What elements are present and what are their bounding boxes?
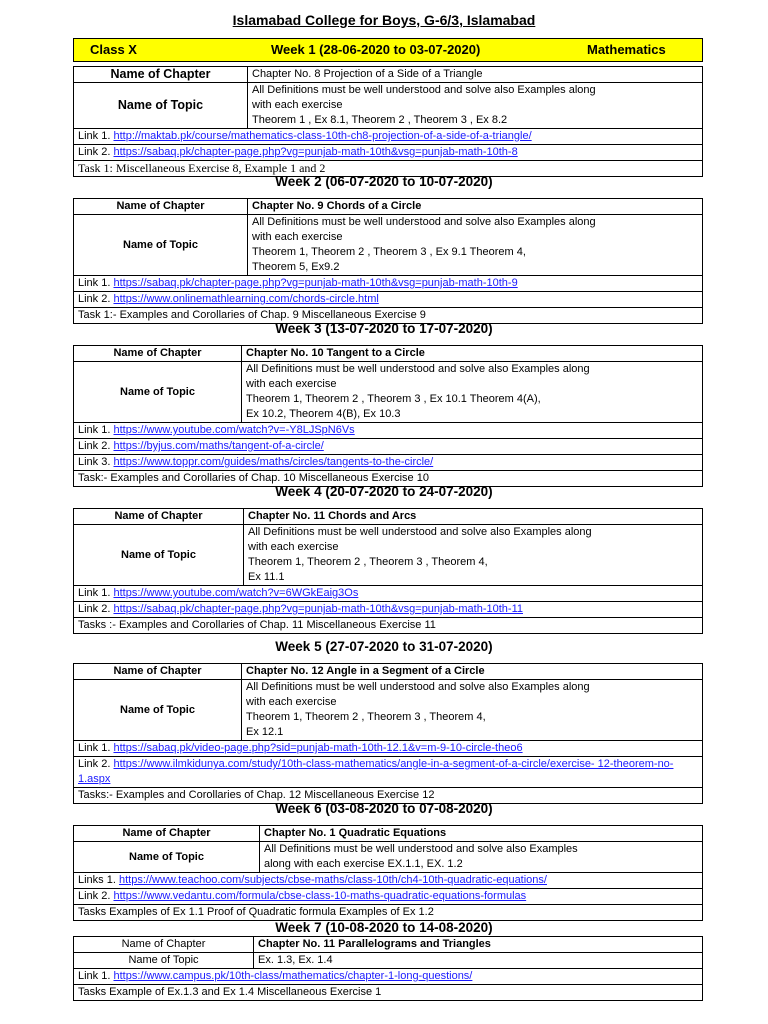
week-6-table xyxy=(73,825,703,921)
task-row: Tasks Examples of Ex 1.1 Proof of Quadratic formula Examples of Ex 1.2 xyxy=(74,905,703,921)
topic-text: Ex. 1.3, Ex. 1.4 xyxy=(254,953,703,969)
link-1[interactable]: https://www.campus.pk/10th-class/mathematics/chapter-1-long-questions/ xyxy=(113,970,473,982)
link-row: Link 2. https://www.ilmkidunya.com/study/10th-class-mathematics/angle-in-a-segment-of-a-circle/exercise- 12-theorem-no-1.aspx xyxy=(74,757,703,788)
chapter-name: Chapter No. 11 Chords and Arcs xyxy=(244,509,703,525)
link-row: Link 1. https://sabaq.pk/chapter-page.php?vg=punjab-math-10th&vsg=punjab-math-10th-9 xyxy=(74,276,703,292)
week-1-heading: Week 1 (28-06-2020 to 03-07-2020) xyxy=(271,42,481,57)
link-row: Link 2. https://www.vedantu.com/formula/cbse-class-10-maths-quadratic-equations-formulas xyxy=(74,889,703,905)
chapter-name: Chapter No. 11 Parallelograms and Triangles xyxy=(254,937,703,953)
link-row: Link 3. https://www.toppr.com/guides/maths/circles/tangents-to-the-circle/ xyxy=(74,455,703,471)
chapter-label: Name of Chapter xyxy=(74,509,244,525)
link-row: Link 1. https://www.youtube.com/watch?v=6WGkEaig3Os xyxy=(74,586,703,602)
link-1[interactable]: https://www.teachoo.com/subjects/cbse-maths/class-10th/ch4-10th-quadratic-equations/ xyxy=(118,874,547,886)
link-1[interactable]: http://maktab.pk/course/mathematics-class-10th-ch8-projection-of-a-side-of-a-triangle/ xyxy=(113,130,532,142)
link-2[interactable]: https://www.ilmkidunya.com/study/10th-class-mathematics/angle-in-a-segment-of-a-circle/exercise- 12-theorem-no-1.aspx xyxy=(78,758,674,785)
topic-label: Name of Topic xyxy=(74,215,248,276)
link-1[interactable]: https://www.youtube.com/watch?v=-Y8LJSpN6Vs xyxy=(113,424,355,436)
link-row: Links 1. https://www.teachoo.com/subjects/cbse-maths/class-10th/ch4-10th-quadratic-equations/ xyxy=(74,873,703,889)
class-week-header xyxy=(73,38,703,62)
link-row: Link 2. https://www.onlinemathlearning.com/chords-circle.html xyxy=(74,292,703,308)
chapter-label: Name of Chapter xyxy=(74,67,248,83)
topic-text: All Definitions must be well understood and solve also Examples along with each exercise Theorem 1, Theorem 2 , Theorem 3 , Theorem 4, Ex 11.1 xyxy=(244,525,703,586)
week-6-heading: Week 6 (03-08-2020 to 07-08-2020) xyxy=(275,801,493,816)
link-1[interactable]: https://sabaq.pk/video-page.php?sid=punjab-math-10th-12.1&v=m-9-10-circle-theo6 xyxy=(113,742,523,754)
link-3[interactable]: https://www.toppr.com/guides/maths/circles/tangents-to-the-circle/ xyxy=(113,456,434,468)
task-row: Tasks :- Examples and Corollaries of Chap. 11 Miscellaneous Exercise 11 xyxy=(74,618,703,634)
topic-label: Name of Topic xyxy=(74,525,244,586)
link-1[interactable]: https://sabaq.pk/chapter-page.php?vg=punjab-math-10th&vsg=punjab-math-10th-9 xyxy=(113,277,518,289)
week-5-table xyxy=(73,663,703,804)
link-row: Link 2. https://sabaq.pk/chapter-page.php?vg=punjab-math-10th&vsg=punjab-math-10th-8 xyxy=(74,145,703,161)
week-3-table xyxy=(73,345,703,487)
week-5-heading: Week 5 (27-07-2020 to 31-07-2020) xyxy=(275,639,493,654)
link-2[interactable]: https://sabaq.pk/chapter-page.php?vg=punjab-math-10th&vsg=punjab-math-10th-11 xyxy=(113,603,523,615)
week-7-heading: Week 7 (10-08-2020 to 14-08-2020) xyxy=(275,920,493,935)
chapter-label: Name of Chapter xyxy=(74,199,248,215)
week-1-table xyxy=(73,66,703,177)
chapter-name: Chapter No. 9 Chords of a Circle xyxy=(248,199,703,215)
school-title: Islamabad College for Boys, G-6/3, Islamabad xyxy=(232,12,536,28)
task-row: Task 1:- Examples and Corollaries of Chap. 9 Miscellaneous Exercise 9 xyxy=(74,308,703,324)
link-row: Link 1. https://sabaq.pk/video-page.php?sid=punjab-math-10th-12.1&v=m-9-10-circle-theo6 xyxy=(74,741,703,757)
task-row: Tasks Example of Ex.1.3 and Ex 1.4 Miscellaneous Exercise 1 xyxy=(74,985,703,1001)
task-row: Tasks:- Examples and Corollaries of Chap. 12 Miscellaneous Exercise 12 xyxy=(74,788,703,804)
link-2[interactable]: https://sabaq.pk/chapter-page.php?vg=punjab-math-10th&vsg=punjab-math-10th-8 xyxy=(113,146,518,158)
chapter-name: Chapter No. 8 Projection of a Side of a Triangle xyxy=(248,67,703,83)
week-2-heading: Week 2 (06-07-2020 to 10-07-2020) xyxy=(275,174,493,189)
chapter-label: Name of Chapter xyxy=(74,826,260,842)
link-row: Link 1. http://maktab.pk/course/mathematics-class-10th-ch8-projection-of-a-side-of-a-triangle/ xyxy=(74,129,703,145)
link-1[interactable]: https://www.youtube.com/watch?v=6WGkEaig3Os xyxy=(113,587,359,599)
topic-label: Name of Topic xyxy=(74,362,242,423)
link-row: Link 2. https://sabaq.pk/chapter-page.php?vg=punjab-math-10th&vsg=punjab-math-10th-11 xyxy=(74,602,703,618)
link-2[interactable]: https://www.vedantu.com/formula/cbse-class-10-maths-quadratic-equations-formulas xyxy=(113,890,527,902)
topic-label: Name of Topic xyxy=(74,680,242,741)
chapter-name: Chapter No. 1 Quadratic Equations xyxy=(260,826,703,842)
topic-label: Name of Topic xyxy=(74,842,260,873)
week-4-heading: Week 4 (20-07-2020 to 24-07-2020) xyxy=(275,484,493,499)
topic-text: All Definitions must be well understood and solve also Examples along with each exercise Theorem 1, Theorem 2 , Theorem 3 , Theorem 4, Ex 12.1 xyxy=(242,680,703,741)
link-2[interactable]: https://www.onlinemathlearning.com/chords-circle.html xyxy=(113,293,379,305)
link-2[interactable]: https://byjus.com/maths/tangent-of-a-circle/ xyxy=(113,440,324,452)
chapter-name: Chapter No. 10 Tangent to a Circle xyxy=(242,346,703,362)
topic-text: All Definitions must be well understood and solve also Examples along with each exercise Theorem 1 , Ex 8.1, Theorem 2 , Theorem 3 , Ex 8.2 xyxy=(248,83,703,129)
topic-label: Name of Topic xyxy=(74,953,254,969)
chapter-label: Name of Chapter xyxy=(74,664,242,680)
class-label: Class X xyxy=(90,42,137,57)
link-row: Link 2. https://byjus.com/maths/tangent-of-a-circle/ xyxy=(74,439,703,455)
chapter-label: Name of Chapter xyxy=(74,937,254,953)
week-3-heading: Week 3 (13-07-2020 to 17-07-2020) xyxy=(275,321,493,336)
link-row: Link 1. https://www.youtube.com/watch?v=-Y8LJSpN6Vs xyxy=(74,423,703,439)
task-row: Task:- Examples and Corollaries of Chap. 10 Miscellaneous Exercise 10 xyxy=(74,471,703,487)
task-row: Task 1: Miscellaneous Exercise 8, Example 1 and 2 xyxy=(74,161,703,177)
week-4-table xyxy=(73,508,703,634)
link-row: Link 1. https://www.campus.pk/10th-class/mathematics/chapter-1-long-questions/ xyxy=(74,969,703,985)
topic-text: All Definitions must be well understood and solve also Examples along with each exercise Theorem 1, Theorem 2 , Theorem 3 , Ex 9.1 Theorem 4, Theorem 5, Ex9.2 xyxy=(248,215,703,276)
topic-label: Name of Topic xyxy=(74,83,248,129)
week-7-table xyxy=(73,936,703,1001)
week-2-table xyxy=(73,198,703,324)
subject-label: Mathematics xyxy=(587,42,666,57)
chapter-label: Name of Chapter xyxy=(74,346,242,362)
chapter-name: Chapter No. 12 Angle in a Segment of a Circle xyxy=(242,664,703,680)
topic-text: All Definitions must be well understood and solve also Examples along with each exercise Theorem 1, Theorem 2 , Theorem 3 , Ex 10.1 Theorem 4(A), Ex 10.2, Theorem 4(B), Ex 10.3 xyxy=(242,362,703,423)
topic-text: All Definitions must be well understood and solve also Examples along with each exercise EX.1.1, EX. 1.2 xyxy=(260,842,703,873)
